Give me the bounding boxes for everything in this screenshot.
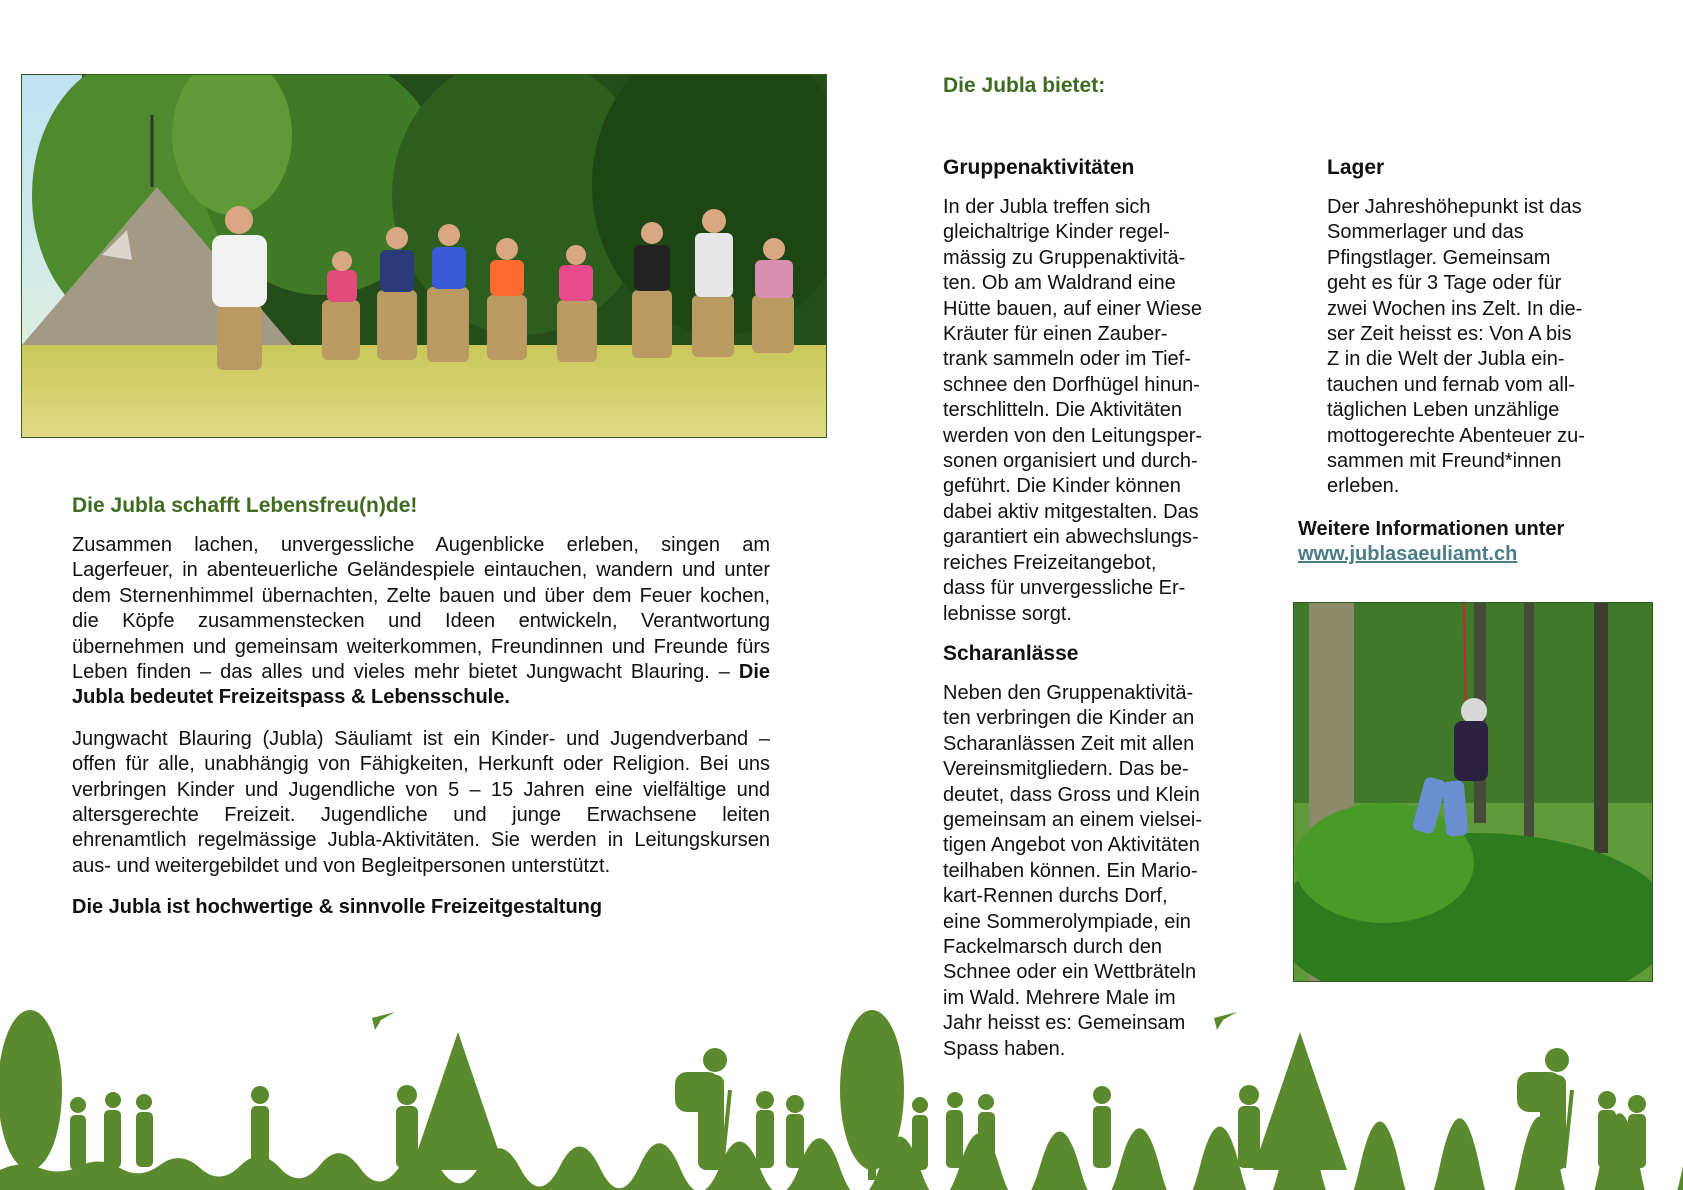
closing-statement: Die Jubla ist hochwertige & sinnvolle Freizeitgestaltung [72,896,603,919]
fir-tree-icon [411,1032,505,1170]
intro-paragraph [72,533,770,711]
child-icon [70,1085,418,1170]
sack-race-photo [21,74,827,438]
camp-heading: Lager [1327,156,1385,179]
bird-icon [372,1012,395,1030]
footer-silhouettes [0,1000,1683,1190]
camp-text: Der Jahreshöhepunkt ist das Sommerlager und das Pfingstlager. Gemeinsam geht es für 3 Tage oder für zwei Wochen ins Zelt. In die- ser Zeit heisst es: Von A bis Z in die Welt der Jubla ein- tauchen und fernab vom all- täglichen Leben unzählige mottogerechte Abenteuer zu- sammen mit Freund*innen erleben. [1327,196,1585,498]
about-paragraph: Jungwacht Blauring (Jubla) Säuliamt ist ein Kinder- und Jugendverband – offen für alle, unabhängig von Fähigkeiten, Herkunft oder Religion. Bei uns verbringen Kinder und Jugendliche von 5 – 15 Jahren eine vielfältige und altersgerechte Freizeit. Jugendliche und junge Erwachsene leiten ehrenamtlich regelmässige Jubla-Aktivitäten. Sie werden in Leitungskursen aus- und weitergebildet und von Begleitpersonen unterstützt. [72,727,770,877]
intro-section [72,494,770,937]
intro-heading: Die Jubla schafft Lebensfreu(n)de! [72,494,418,517]
events-heading: Scharanlässe [943,641,1079,665]
groups-text: In der Jubla treffen sich gleichaltrige Kinder regel- mässig zu Gruppenaktivitä- ten. Ob am Waldrand eine Hütte bauen, auf einer Wiese Kräuter für einen Zauber- trank sammeln oder im Tief- schnee den Dorfhügel hinun- terschlitteln. Die Aktivitäten werden von den Leitungsper- sonen organisiert und durch- geführt. Die Kinder können dabei aktiv mitgestalten. Das garantiert ein abwechslungs- reiches Freizeitangebot, dass für unvergessliche Er- lebnisse sorgt. [943,196,1203,625]
intro-paragraph-bold: Die Jubla bedeutet Freizeitspass & Lebensschule. [72,661,770,709]
intro-paragraph-text: Zusammen lachen, unvergessliche Augenblicke erleben, singen am Lagerfeuer, in abenteuerliche Geländespiele eintauchen, wandern und unter dem Sternenhimmel übernachten, Zelte bauen und über dem Feuer kochen, die Köpfe zusammenstecken und Ideen entwickeln, Verantwortung übernehmen und gemeinsam weiterkommen, Freundinnen und Freunde fürs Leben finden – das alles und vieles mehr bietet Jungwacht Blauring. – [72,534,770,684]
fir-tree-icon [1253,1032,1347,1170]
tree-icon [0,1010,62,1180]
groups-heading: Gruppenaktivitäten [943,156,1135,179]
zipline-photo [1293,602,1653,982]
offer-heading: Die Jubla bietet: [943,74,1106,97]
more-info [1298,517,1564,567]
child-icon [756,1091,804,1168]
more-info-label: Weitere Informationen unter [1298,518,1565,540]
bird-icon [1214,1012,1237,1030]
hiker-icon [675,1048,730,1170]
website-link[interactable]: www.jublasaeuliamt.ch [1298,543,1518,565]
offer-column-left [943,156,1233,1077]
offer-column-right [1327,156,1637,500]
events-text: Neben den Gruppenaktivitä- ten verbringen die Kinder an Scharanlässen Zeit mit allen Vereinsmitgliedern. Das be- deutet, dass Gross und Klein gemeinsam an einem vielsei- tigen Angebot von Aktivitäten teilhaben können. Ein Mario- kart-Rennen durchs Dorf, eine Sommerolympiade, ein Fackelmarsch durch den Schnee oder ein Wettbräteln im Wald. Mehrere Male im Jahr heisst es: Gemeinsam Spass haben. [943,681,1203,1060]
